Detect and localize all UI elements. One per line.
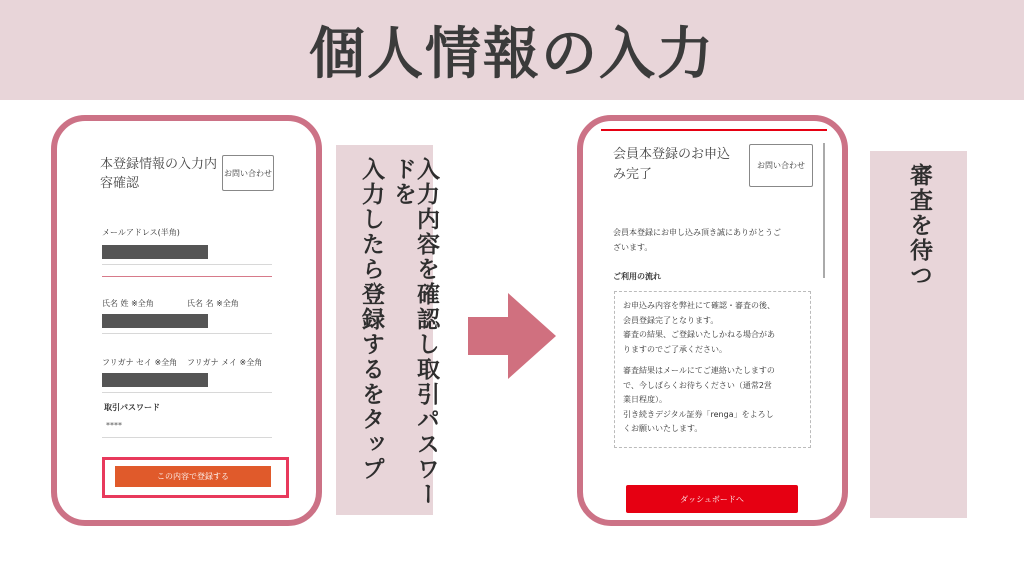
flow-line: 審査結果はメールにてご連絡いたしますの: [623, 366, 775, 375]
complete-heading: 会員本登録のお申込 み完了: [613, 147, 731, 182]
flow-line-spacer: [623, 357, 802, 364]
name-underline: [102, 333, 272, 334]
caption-confirm-line2: 入力したら登録するをタップ: [358, 157, 384, 482]
kana-mei-label: フリガナ メイ ※全角: [187, 358, 263, 367]
section-divider: [102, 276, 272, 277]
flow-line: で、今しばらくお待ちください（通常2営: [623, 380, 772, 390]
top-accent-bar: [601, 129, 827, 131]
title-banner: [0, 0, 1024, 100]
flow-line: 審査の結果、ご登録いたしかねる場合があ: [623, 330, 775, 339]
name-mei-label: 氏名 名 ※全角: [187, 299, 239, 308]
dashboard-button[interactable]: ダッシュボードへ: [626, 485, 798, 513]
submit-button[interactable]: この内容で登録する: [115, 466, 271, 487]
flow-line: 会員登録完了となります。: [623, 315, 719, 325]
page-title: 個人情報の入力: [309, 22, 715, 87]
email-value-redacted: [102, 245, 208, 259]
password-underline: [102, 437, 272, 438]
caption-confirm: [336, 145, 439, 515]
flow-line: りますのでご了承ください。: [623, 344, 727, 354]
password-label: 取引パスワード: [104, 403, 160, 412]
flow-description-box: [614, 291, 811, 448]
kana-underline: [102, 392, 272, 393]
kana-sei-label: フリガナ セイ ※全角: [102, 358, 178, 367]
thanks-message: 会員本登録にお申し込み頂き誠にありがとうご ざいます。: [613, 228, 781, 252]
name-value-redacted: [102, 314, 208, 328]
flow-line: 引き続きデジタル証券「renga」をよろし: [623, 409, 774, 419]
flow-line: くお願いいたします。: [623, 424, 703, 433]
caption-confirm-line1: 入力内容を確認し取引パスワードを: [390, 157, 439, 507]
name-sei-label: 氏名 姓 ※全角: [102, 299, 154, 308]
kana-value-redacted: [102, 373, 208, 387]
password-input[interactable]: ****: [106, 421, 122, 430]
caption-review-line1: 審査を待つ: [906, 163, 932, 288]
flow-line: お申込み内容を弊社にて確認・審査の後、: [623, 301, 775, 310]
confirm-heading: 本登録情報の入力内 容確認: [100, 157, 218, 191]
contact-button[interactable]: お問い合わせ: [222, 155, 274, 191]
email-underline: [102, 264, 272, 265]
caption-review: [870, 151, 967, 518]
flow-line: 業日程度）。: [623, 395, 667, 404]
phone-frame-complete: [577, 115, 848, 526]
arrow-right-icon: [468, 293, 556, 379]
email-label: メールアドレス(半角): [102, 228, 180, 237]
scrollbar[interactable]: [823, 143, 825, 278]
phone-frame-confirm: [51, 115, 322, 526]
contact-button[interactable]: お問い合わせ: [749, 144, 813, 187]
flow-title: ご利用の流れ: [613, 272, 661, 281]
